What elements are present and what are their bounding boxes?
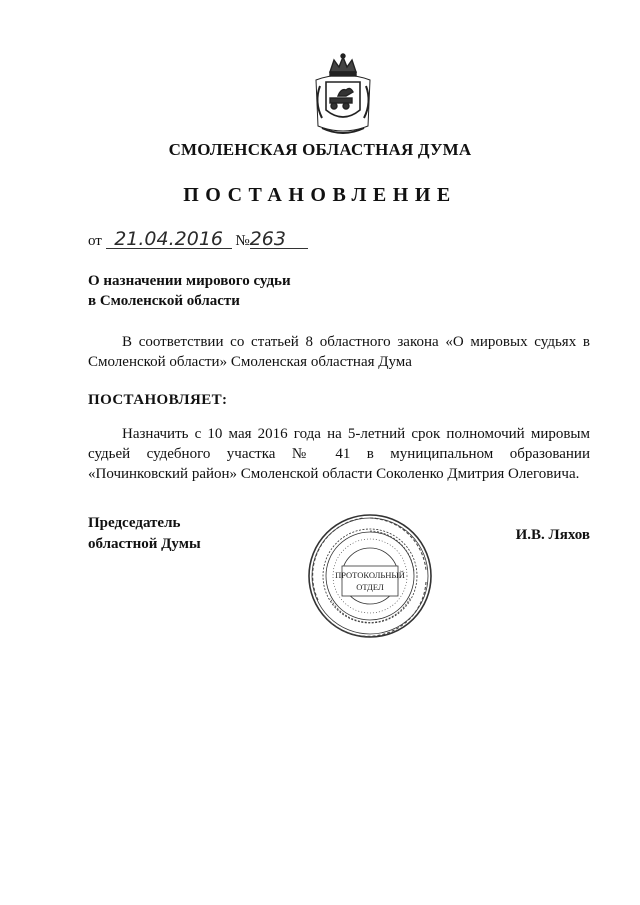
date-prefix: от [88,233,102,249]
number-prefix: № [235,233,250,249]
preamble-paragraph: В соответствии со статьей 8 областного закона «О мировых судьях в Смоленской области» Смоленская областная Дума [88,334,590,370]
official-seal-stamp [306,512,434,640]
seal-text-line-2: ОТДЕЛ [356,582,384,592]
subject-line-2: в Смоленской области [88,293,240,309]
document-subject [88,271,291,311]
seal-text-line-1: ПРОТОКОЛЬНЫЙ [335,570,405,580]
decree-heading: ПОСТАНОВЛЯЕТ: [88,392,228,408]
document-number: 263 [250,230,308,249]
subject-line-1: О назначении мирового судьи [88,273,291,289]
resolution-paragraph: Назначить с 10 мая 2016 года на 5-летний срок полномочий мировым судьей судебного участка № 41 в муниципальном образовании «Починковский район» Смоленской области Соколенко Дмитрия Олеговича. [88,426,590,482]
organization-name: СМОЛЕНСКАЯ ОБЛАСТНАЯ ДУМА [168,140,472,159]
signatory-title-line-2: областной Думы [88,536,201,552]
signatory-title [88,513,201,555]
coat-of-arms-icon [308,52,378,136]
signatory-name: И.В. Ляхов [515,527,590,543]
signatory-title-line-1: Председатель [88,515,181,531]
document-type-title: ПОСТАНОВЛЕНИЕ [183,184,457,206]
date-number-line [88,230,308,250]
document-date: 21.04.2016 [106,230,232,249]
